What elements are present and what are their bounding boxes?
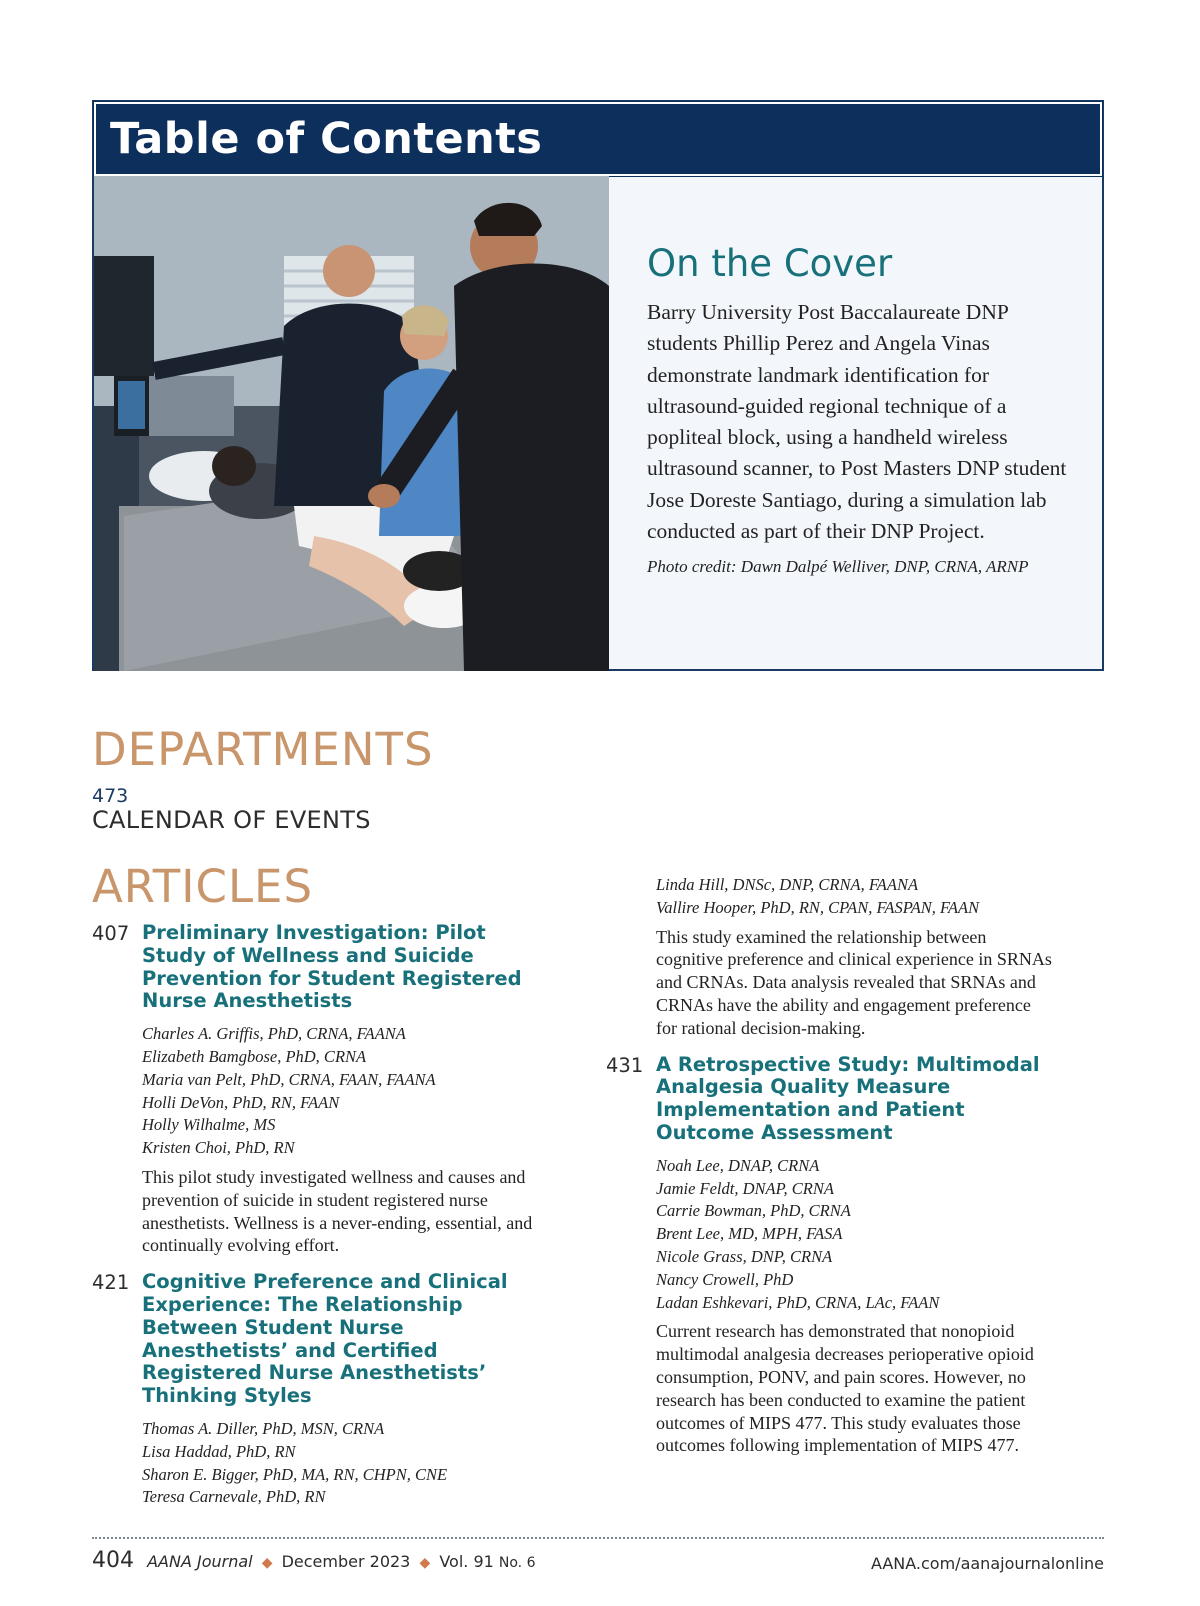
article-title[interactable]: A Retrospective Study: Multimodal Analgesia Quality Measure Implementation and Patient Outcome Assessment [656,1052,1040,1144]
cover-description: Barry University Post Baccalaureate DNP students Phillip Perez and Angela Vinas demonstrate landmark identification for ultrasound-guided regional technique of a popliteal block, using a handheld wireless ultrasound scanner, to Post Masters DNP student Jose Doreste Santiago, during a simulation lab conducted as part of their DNP Project. [647,300,1067,544]
author: Kristen Choi, PhD, RN [142,1138,295,1158]
author: Noah Lee, DNAP, CRNA [656,1155,820,1175]
issue-number: No. 6 [498,1555,536,1571]
photo-credit: Photo credit: Dawn Dalpé Welliver, DNP, CRNA, ARNP [647,557,1029,577]
article-title[interactable]: Cognitive Preference and Clinical Experience: The Relationship Between Student Nurse Anesthetists’ and Certified Registered Nurse Anesthetists’ Thinking Styles [142,1270,508,1408]
journal-name: AANA Journal [147,1552,253,1571]
author-list [142,1418,540,1509]
author: Maria van Pelt, PhD, CRNA, FAAN, FAANA [142,1069,436,1089]
author-list [656,874,1054,920]
footer-page-number: 404 [92,1548,134,1573]
toc-header [94,102,1102,176]
author: Jamie Feldt, DNAP, CRNA [656,1178,834,1198]
author: Charles A. Griffis, PhD, CRNA, FAANA [142,1024,406,1044]
author-list [142,1023,540,1160]
article-entry [92,922,540,1257]
article-abstract: Current research has demonstrated that nonopioid multimodal analgesia decreases perioperative opioid consumption, PONV, and pain scores. However, no research has been conducted to examine the patient outcomes of MIPS 477. This study evaluates those outcomes following implementation of MIPS 477. [656,1321,1034,1456]
toc-box [92,100,1104,671]
issue-date: December 2023 [281,1552,411,1571]
author: Carrie Bowman, PhD, CRNA [656,1201,851,1221]
footer-divider [92,1537,1104,1539]
author: Elizabeth Bamgbose, PhD, CRNA [142,1046,367,1066]
author: Brent Lee, MD, MPH, FASA [656,1224,843,1244]
articles-right-column [606,874,1054,1467]
author: Linda Hill, DNSc, DNP, CRNA, FAANA [656,875,919,894]
diamond-icon: ◆ [261,1555,273,1571]
volume: Vol. 91 [439,1552,494,1571]
author: Lisa Haddad, PhD, RN [142,1441,296,1461]
article-page-number: 421 [92,1271,130,1295]
cover-story [647,242,1077,577]
article-page-number: 431 [606,1053,644,1077]
page-footer [92,1548,1104,1580]
article-abstract: This pilot study investigated wellness and causes and prevention of suicide in student registered nurse anesthetists. Wellness is a never-ending, essential, and continually evolving effort. [142,1166,533,1256]
articles-left-column [92,922,540,1515]
articles-heading: ARTICLES [92,860,314,913]
author: Holly Wilhalme, MS [142,1115,276,1135]
author: Nicole Grass, DNP, CRNA [656,1246,833,1266]
article-continuation [606,874,1054,1040]
diamond-icon: ◆ [419,1555,431,1571]
department-page-number: 473 [92,785,129,807]
author: Thomas A. Diller, PhD, MSN, CRNA [142,1418,385,1438]
article-entry [92,1271,540,1509]
department-title[interactable]: CALENDAR OF EVENTS [92,806,371,834]
author: Nancy Crowell, PhD [656,1269,794,1289]
author: Vallire Hooper, PhD, RN, CPAN, FASPAN, FAAN [656,897,980,917]
cover-photo [94,176,609,671]
journal-url[interactable]: AANA.com/aanajournalonline [870,1554,1104,1573]
author: Teresa Carnevale, PhD, RN [142,1487,326,1507]
article-title[interactable]: Preliminary Investigation: Pilot Study of Wellness and Suicide Prevention for Student Registered Nurse Anesthetists [142,921,522,1013]
article-abstract: This study examined the relationship between cognitive preference and clinical experience in SRNAs and CRNAs. Data analysis revealed that SRNAs and CRNAs have the ability and engagement preference for rational decision-making. [656,926,1052,1038]
cover-photo-illustration [94,176,609,671]
cover-heading: On the Cover [647,242,893,285]
author: Ladan Eshkevari, PhD, CRNA, LAc, FAAN [656,1292,940,1312]
author: Sharon E. Bigger, PhD, MA, RN, CHPN, CNE [142,1464,448,1484]
departments-heading: DEPARTMENTS [92,723,434,776]
author: Holli DeVon, PhD, RN, FAAN [142,1092,340,1112]
author-list [656,1155,1054,1315]
page-title: Table of Contents [110,114,543,164]
article-entry [606,1054,1054,1458]
article-page-number: 407 [92,922,130,945]
